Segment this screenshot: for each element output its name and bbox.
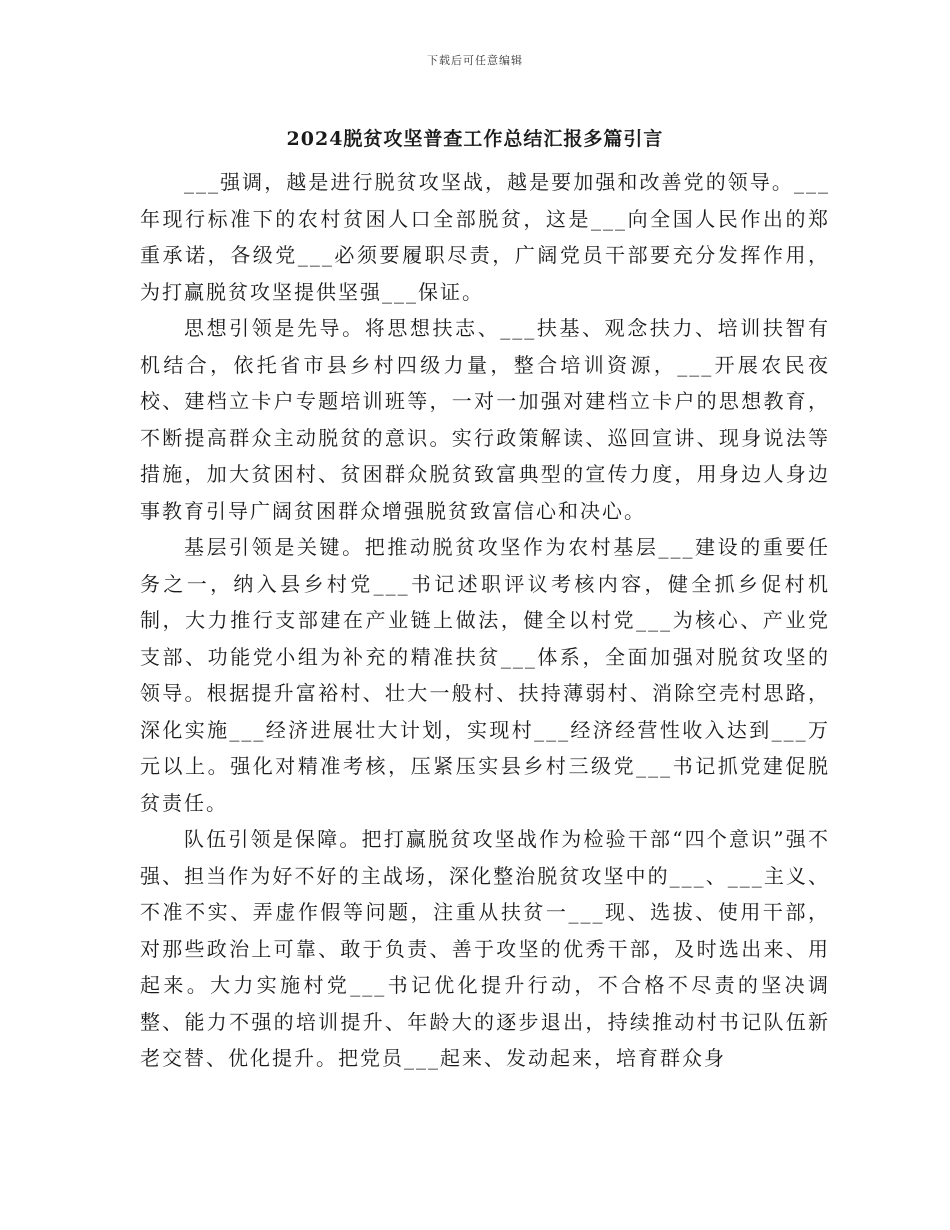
document-title: 2024脱贫攻坚普查工作总结汇报多篇引言: [286, 128, 664, 150]
paragraph-team-leadership: 队伍引领是保障。把打赢脱贫攻坚战作为检验干部“四个意识”强不强、担当作为好不好的主战场，深化整治脱贫攻坚中的___、___主义、不准不实、弄虚作假等问题，注重从扶贫一___现、选拔、使用干部，对那些政治上可靠、敢于负责、善于攻坚的优秀干部，及时选出来、用起来。大力实施村党___书记优化提升行动，不合格不尽责的坚决调整、能力不强的培训提升、年龄大的逐步退出，持续推动村书记队伍新老交替、优化提升。把党员___起来、发动起来，培育群众身: [140, 827, 830, 1070]
document-body: [140, 164, 830, 1077]
paragraph-intro: ___强调，越是进行脱贫攻坚战，越是要加强和改善党的领导。___年现行标准下的农村贫困人口全部脱贫，这是___向全国人民作出的郑重承诺，各级党___必须要履职尽责，广阔党员干部要充分发挥作用，为打赢脱贫攻坚提供坚强___保证。: [140, 170, 830, 304]
header-note: 下载后可任意编辑: [427, 54, 523, 67]
paragraph-thought-leadership: 思想引领是先导。将思想扶志、___扶基、观念扶力、培训扶智有机结合，依托省市县乡村四级力量，整合培训资源，___开展农民夜校、建档立卡户专题培训班等，一对一加强对建档立卡户的思想教育，不断提高群众主动脱贫的意识。实行政策解读、巡回宣讲、现身说法等措施，加大贫困村、贫困群众脱贫致富典型的宣传力度，用身边人身边事教育引导广阔贫困群众增强脱贫致富信心和决心。: [140, 316, 830, 523]
paragraph-grassroots-leadership: 基层引领是关键。把推动脱贫攻坚作为农村基层___建设的重要任务之一，纳入县乡村党___书记述职评议考核内容，健全抓乡促村机制，大力推行支部建在产业链上做法，健全以村党___为核心、产业党支部、功能党小组为补充的精准扶贫___体系，全面加强对脱贫攻坚的领导。根据提升富裕村、壮大一般村、扶持薄弱村、消除空壳村思路，深化实施___经济进展壮大计划，实现村___经济经营性收入达到___万元以上。强化对精准考核，压紧压实县乡村三级党___书记抓党建促脱贫责任。: [140, 535, 830, 815]
